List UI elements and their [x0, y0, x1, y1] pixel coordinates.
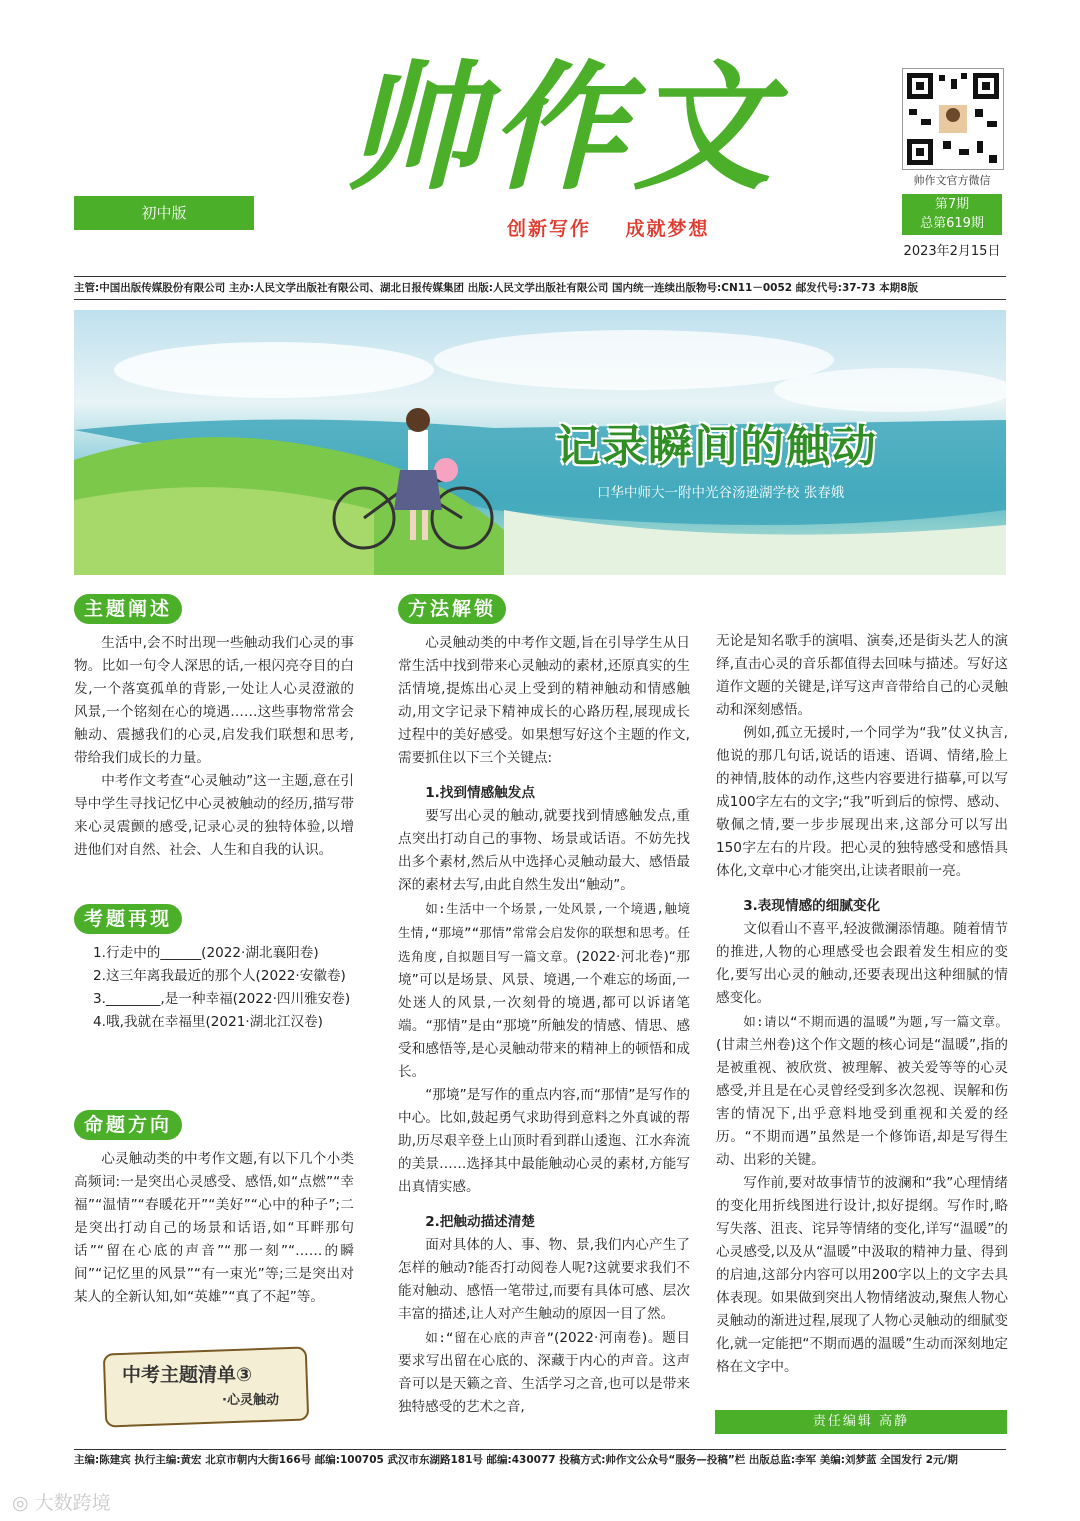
list-item: 1.行走中的______(2022·湖北襄阳卷)	[93, 945, 319, 961]
issue-line-2: 总第619期	[920, 216, 984, 231]
section-body	[74, 1148, 354, 1309]
slogan: 创新写作 成就梦想	[507, 218, 710, 240]
example-text: (2022·河南卷)。题目要求写出留在心底的、深藏于内心的声音。这声音可以是天籁之音、生活学习之音,也可以是带来独特感受的艺术之音,	[398, 1330, 691, 1415]
edition-label: 初中版	[74, 196, 254, 230]
imprint-line: 主管:中国出版传媒股份有限公司 主办:人民文学出版社有限公司、湖北日报传媒集团 出版:人民文学出版社有限公司 国内统一连续出版物号:CN11－0052 邮发代号:37-73 本期8版	[74, 276, 1006, 300]
list-item: 4.哦,我就在幸福里(2021·湖北江汉卷)	[93, 1014, 323, 1030]
qr-caption: 帅作文官方微信	[913, 174, 991, 187]
paragraph: 心灵触动类的中考作文题,旨在引导学生从日常生活中找到带来心灵触动的素材,还原真实的生活情境,提炼出心灵上受到的精神触动和情感触动,用文字记录下精神成长的心路历程,展现成长过程中的美好感受。如果想写好这个主题的作文,需要抓住以下三个关键点:	[398, 635, 690, 766]
paragraph: 文似看山不喜平,轻波微澜添情趣。随着情节的推进,人物的心理感受也会跟着发生相应的变化,要写出心灵的触动,还要表现出这种细腻的情感变化。	[716, 921, 1008, 1006]
topic-list-title: 中考主题清单③	[122, 1364, 253, 1386]
example-text: (甘肃兰州卷)这个作文题的核心词是“温暖”,指的是被重视、被欣赏、被理解、被关爱等等的心灵感受,并且是在心灵曾经受到多次忽视、误解和伤害的情况下,出乎意料地受到重视和关爱的经历。“不期而遇”虽然是一个修饰语,却是写得生动、出彩的关键。	[716, 1037, 1008, 1168]
paragraph: 生活中,会不时出现一些触动我们心灵的事物。比如一句令人深思的话,一根闪亮夺目的白发,一个落寞孤单的背影,一处让人心灵澄澈的风景,一个铭刻在心的境遇……这些事物常常会触动、震撼我们的心灵,启发我们联想和思考,带给我们成长的力量。	[74, 635, 354, 766]
section-theme	[74, 594, 354, 862]
section-title: 主题阐述	[74, 594, 182, 624]
paragraph: 面对具体的人、事、物、景,我们内心产生了怎样的触动?能否打动阅卷人呢?这就要求我们不能对触动、感悟一笔带过,而要有具体可感、层次丰富的描述,让人对产生触动的原因一目了然。	[398, 1237, 690, 1322]
example-prompt: 如:“留在心底的声音”	[425, 1330, 555, 1345]
paragraph: 例如,孤立无援时,一个同学为“我”仗义执言,他说的那几句话,说话的语速、语调、情绪,脸上的神情,肢体的动作,这些内容要进行描摹,可以写成100字左右的文字;“我”听到后的惊愕、感动、敬佩之情,要一步步展现出来,这部分可以写出150字左右的片段。把心灵的独特感受和感悟具体化,文章中心才能突出,让读者眼前一亮。	[716, 725, 1008, 879]
responsible-editor: 责任编辑 高静	[715, 1410, 1007, 1434]
example-prompt: 如:请以“不期而遇的温暖”为题,写一篇文章。	[743, 1014, 1008, 1029]
watermark-text: 大数跨境	[34, 1492, 111, 1514]
masthead-logo: 帅作文	[345, 46, 778, 209]
article-title: 记录瞬间的触动	[556, 421, 878, 472]
section-body	[74, 942, 354, 1034]
paragraph	[716, 1010, 1008, 1172]
article-author: 口华中师大一附中光谷汤逊湖学校 张春娥	[597, 485, 845, 501]
section-body	[74, 632, 354, 862]
paragraph	[398, 1326, 690, 1419]
paragraph: 中考作文考查“心灵触动”这一主题,意在引导中学生寻找记忆中心灵被触动的经历,描写带来心灵震颤的感受,记录心灵的独特体验,以增进他们对自然、社会、人生和自我的认识。	[74, 773, 354, 858]
section-direction	[74, 1110, 354, 1309]
paragraph: 无论是知名歌手的演唱、演奏,还是街头艺人的演绎,直击心灵的音乐都值得去回味与描述。写好这道作文题的关键是,详写这声音带给自己的心灵触动和深刻感悟。	[716, 633, 1008, 718]
watermark-icon: ◎	[12, 1492, 35, 1514]
section-title: 考题再现	[74, 904, 182, 934]
qr-code-icon	[902, 68, 1004, 170]
section-title: 方法解锁	[398, 594, 506, 624]
section-title: 命题方向	[74, 1110, 182, 1140]
subheading: 2.把触动描述清楚	[425, 1214, 535, 1230]
subheading: 3.表现情感的细腻变化	[743, 898, 881, 914]
watermark	[12, 1488, 111, 1515]
list-item: 2.这三年离我最近的那个人(2022·安徽卷)	[93, 968, 346, 984]
issue-date: 2023年2月15日	[903, 244, 1001, 259]
paragraph: “那境”是写作的重点内容,而“那情”是写作的中心。比如,鼓起勇气求助得到意料之外真诚的帮助,历尽艰辛登上山顶时看到群山逶迤、江水奔流的美景……选择其中最能触动心灵的素材,方能写出真情实感。	[398, 1087, 690, 1195]
issue-number	[902, 194, 1002, 235]
section-body	[716, 630, 1008, 1379]
footer-credits: 主编:陈建宾 执行主编:黄宏 北京市朝内大街166号 邮编:100705 武汉市东湖路181号 邮编:430077 投稿方式:帅作文公众号“服务—投稿”栏 出版总监:李军 美编:刘梦蓝 全国发行 2元/期	[74, 1449, 1006, 1470]
paragraph: 写作前,要对故事情节的波澜和“我”心理情绪的变化用折线图进行设计,拟好提纲。写作时,略写失落、沮丧、诧异等情绪的变化,详写“温暖”的心灵感受,以及从“温暖”中汲取的精神力量、得到的启迪,这部分内容可以用200字以上的文字去具体表现。如果做到突出人物情绪波动,聚焦人物心灵触动的渐进过程,展现了人物心灵触动的细腻变化,就一定能把“不期而遇的温暖”生动而深刻地定格在文字中。	[716, 1175, 1008, 1375]
section-methods-continued	[716, 630, 1008, 1379]
topic-list-subtitle: ·心灵触动	[222, 1393, 279, 1408]
paragraph: 要写出心灵的触动,就要找到情感触发点,重点突出打动自己的事物、场景或话语。不妨先找出多个素材,然后从中选择心灵触动最大、感悟最深的素材去写,由此自然生发出“触动”。	[398, 808, 690, 893]
list-item: 3.________,是一种幸福(2022·四川雅安卷)	[93, 991, 351, 1007]
paragraph	[398, 897, 690, 1084]
section-methods	[398, 594, 690, 1419]
subheading: 1.找到情感触发点	[425, 785, 535, 801]
section-body	[398, 632, 690, 1419]
example-text: (2022·河北卷)“那境”可以是场景、风景、境遇,一个难忘的场面,一处迷人的风景,一次刻骨的境遇,都可以诉诸笔端。“那情”是由“那境”所触发的情感、情思、感受和感悟等,是心灵触动带来的精神上的顿悟和成长。	[398, 949, 690, 1080]
issue-line-1: 第7期	[934, 197, 970, 212]
section-exam-questions	[74, 904, 354, 1034]
paragraph: 心灵触动类的中考作文题,有以下几个小类高频词:一是突出心灵感受、感悟,如“点燃”“幸福”“温情”“春暖花开”“美好”“心中的种子”;二是突出打动自己的场景和话语,如“耳畔那句话”“留在心底的声音”“那一刻”“……的瞬间”“记忆里的风景”“有一束光”等;三是突出对某人的全新认知,如“英雄”“真了不起”等。	[74, 1151, 354, 1305]
example-prompt: 如:生活中一个场景,一处风景,一个境遇,触境生情,“那境”“那情”常常会启发你的联想和思考。任选角度,自拟题目写一篇文章。	[398, 901, 690, 964]
topic-list-badge	[103, 1346, 309, 1427]
